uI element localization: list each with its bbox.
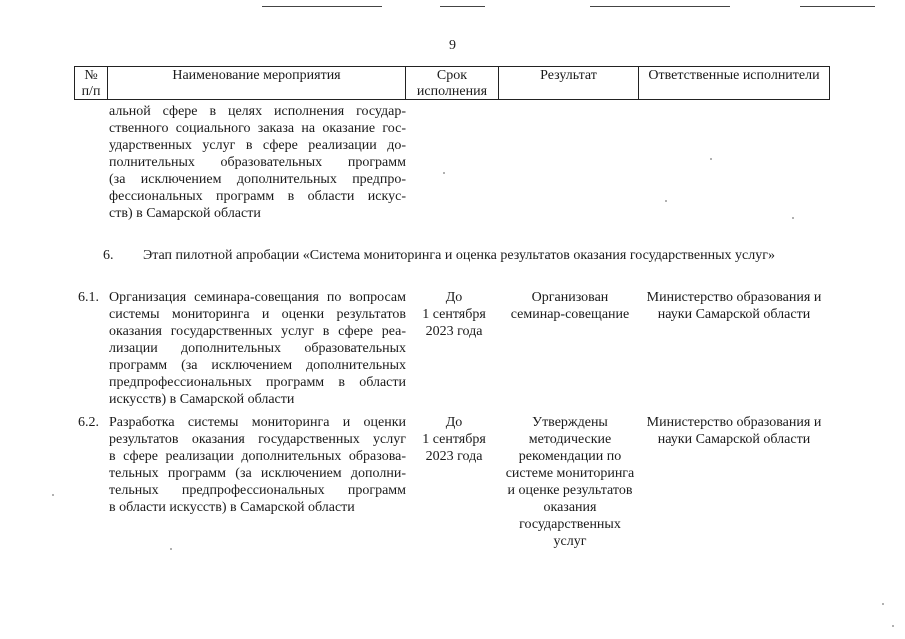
text-line: 1 сентября — [422, 307, 486, 322]
text-line: альной сфере в целях исполнения государ- — [109, 104, 406, 119]
text-line: Министерство образования и — [646, 290, 822, 305]
text-line: в области искусств) в Самарской области — [109, 500, 355, 515]
text-line: системе мониторинга — [505, 466, 635, 481]
row-name — [109, 289, 406, 408]
text-line: До — [445, 415, 463, 430]
text-line: 2023 года — [425, 324, 483, 339]
scan-artifact-line — [800, 6, 875, 7]
scan-artifact-line — [262, 6, 382, 7]
scan-artifact-line — [590, 6, 730, 7]
text-line: ударственных услуг в сфере реализации до- — [109, 138, 406, 153]
continuation-text — [109, 103, 406, 222]
text-line: Организован — [531, 290, 609, 305]
text-line: ственного социального заказа на оказание гос- — [109, 121, 406, 136]
text-line: науки Самарской области — [657, 432, 811, 447]
scan-speck — [882, 603, 884, 605]
text-line: Разработка системы мониторинга и оценки — [109, 415, 406, 430]
header-num-line: п/п — [81, 84, 101, 99]
scan-artifact-line — [440, 6, 485, 7]
row-deadline — [409, 289, 499, 340]
section-title: Этап пилотной апробации «Система мониторинга и оценка результатов оказания государственных услуг» — [143, 248, 775, 263]
page-number: 9 — [449, 38, 456, 53]
scan-speck — [443, 172, 445, 174]
text-line: лизации дополнительных образовательных — [109, 341, 406, 356]
text-line: системы мониторинга и оценки результатов — [109, 307, 406, 322]
table-header — [74, 66, 830, 100]
text-line: Утверждены — [532, 415, 608, 430]
text-line: и оценке результатов — [507, 483, 633, 498]
scan-speck — [170, 548, 172, 550]
text-line: тельных предпрофессиональных программ — [109, 483, 406, 498]
text-line: оказания государственных услуг в сфере реа- — [109, 324, 406, 339]
text-line: ств) в Самарской области — [109, 206, 261, 221]
row-responsible — [638, 289, 830, 323]
text-line: 1 сентября — [422, 432, 486, 447]
text-line: семинар-совещание — [510, 307, 630, 322]
row-result — [500, 289, 640, 323]
text-line: полнительных образовательных программ — [109, 155, 406, 170]
text-line: (за исключением дополнительных предпро- — [109, 172, 406, 187]
header-num-line: № — [84, 68, 98, 83]
scan-speck — [665, 200, 667, 202]
text-line: До — [445, 290, 463, 305]
header-num — [75, 67, 108, 99]
scan-speck — [710, 158, 712, 160]
text-line: искусств) в Самарской области — [109, 392, 295, 407]
header-responsible: Ответственные исполнители — [648, 68, 820, 83]
header-deadline-line: исполнения — [416, 84, 488, 99]
header-result: Результат — [499, 67, 639, 99]
text-line: 2023 года — [425, 449, 483, 464]
row-deadline — [409, 414, 499, 465]
text-line: оказания — [543, 500, 597, 515]
row-responsible — [638, 414, 830, 448]
text-line: предпрофессиональных программ в области — [109, 375, 406, 390]
row-number: 6.1. — [78, 290, 99, 305]
text-line: в сфере реализации дополнительных образова- — [109, 449, 406, 464]
text-line: государственных — [519, 517, 621, 532]
text-line: методические — [528, 432, 612, 447]
row-number: 6.2. — [78, 415, 99, 430]
text-line: рекомендации по — [518, 449, 622, 464]
row-name — [109, 414, 406, 516]
header-deadline-line: Срок — [436, 68, 468, 83]
text-line: Организация семинара-совещания по вопросам — [109, 290, 406, 305]
scan-speck — [792, 217, 794, 219]
header-deadline — [406, 67, 499, 99]
row-result — [500, 414, 640, 550]
scan-speck — [892, 625, 894, 627]
text-line: программ (за исключением дополнительных — [109, 358, 406, 373]
header-name: Наименование мероприятия — [108, 67, 406, 99]
text-line: результатов оказания государственных услуг — [109, 432, 406, 447]
text-line: Министерство образования и — [646, 415, 822, 430]
section-number: 6. — [103, 248, 114, 263]
text-line: услуг — [553, 534, 587, 549]
text-line: тельных программ (за исключением дополни- — [109, 466, 406, 481]
text-line: фессиональных программ в области искус- — [109, 189, 406, 204]
text-line: науки Самарской области — [657, 307, 811, 322]
scan-speck — [52, 494, 54, 496]
